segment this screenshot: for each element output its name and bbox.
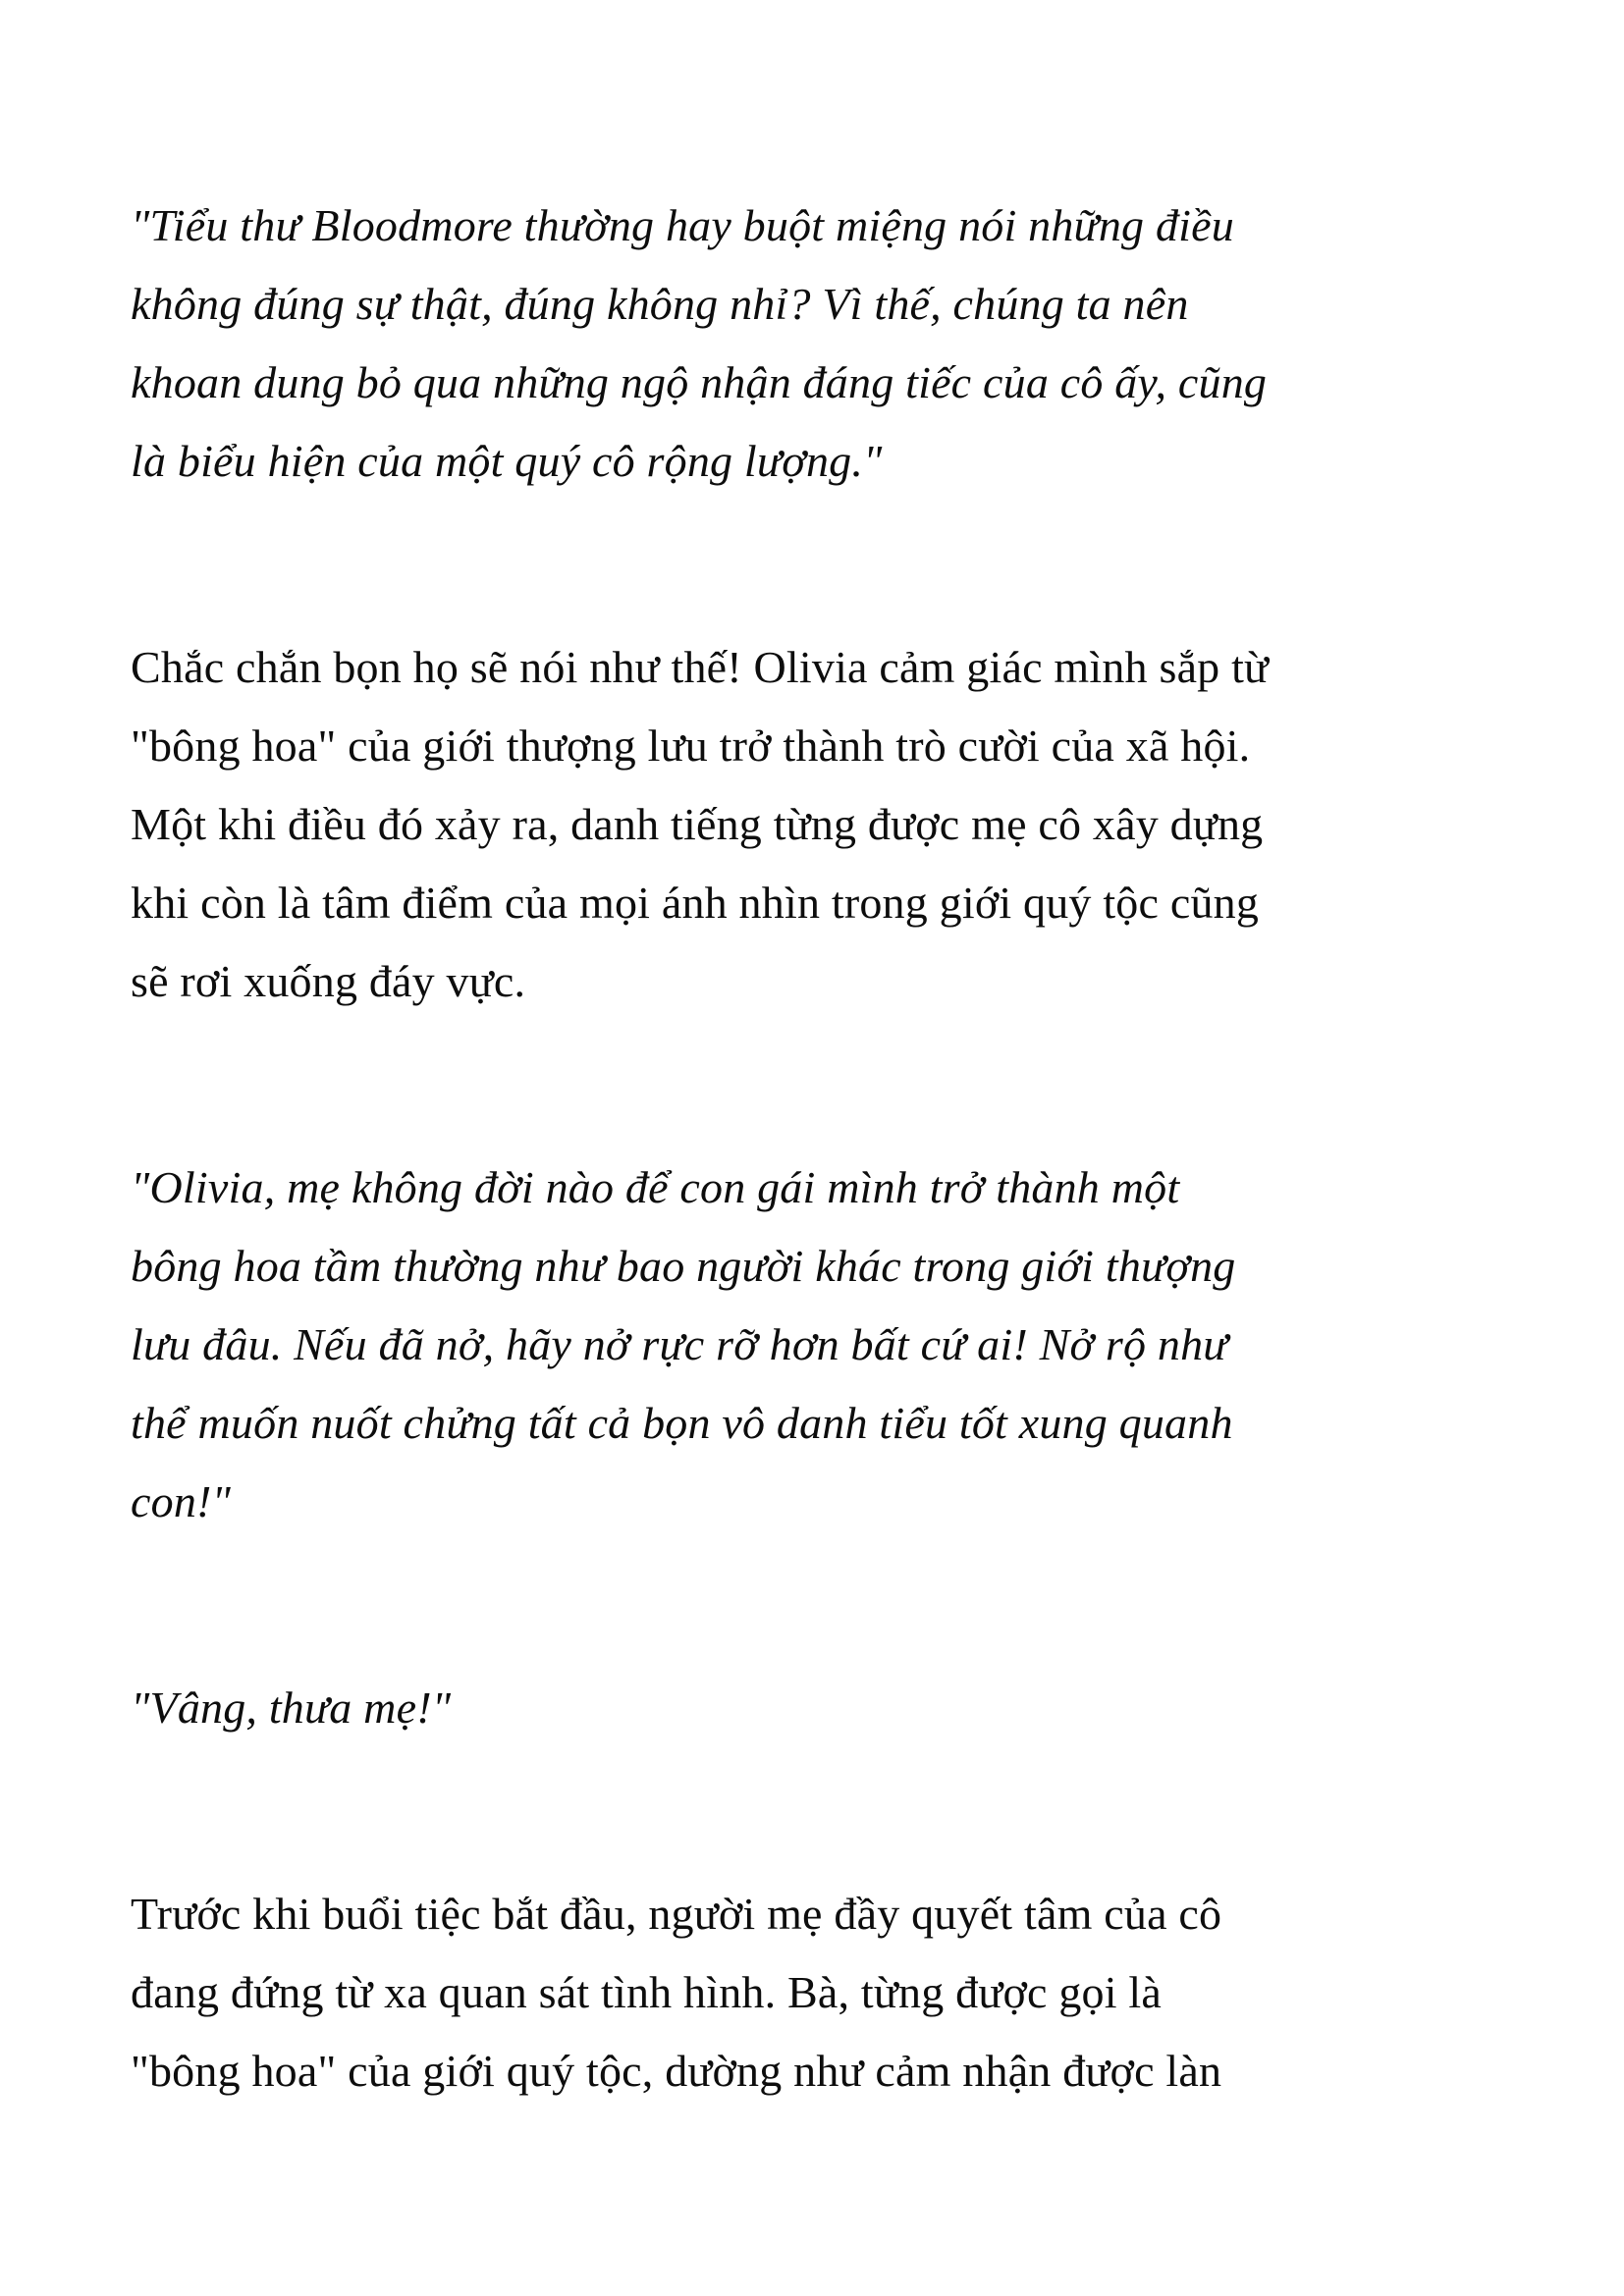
text-line: là biểu hiện của một quý cô rộng lượng." [131, 436, 883, 486]
text-line: lưu đâu. Nếu đã nở, hãy nở rực rỡ hơn bất cứ ai! Nở rộ như [131, 1319, 1228, 1369]
text-line: "Tiểu thư Bloodmore thường hay buột miệng nói những điều [131, 200, 1234, 250]
text-line: sẽ rơi xuống đáy vực. [131, 956, 526, 1006]
paragraph-quote-2 [131, 1148, 1506, 1541]
text-line: "bông hoa" của giới thượng lưu trở thành trò cười của xã hội. [131, 721, 1251, 771]
text-line: con!" [131, 1476, 232, 1526]
text-line: khi còn là tâm điểm của mọi ánh nhìn trong giới quý tộc cũng [131, 878, 1260, 928]
text-line: bông hoa tầm thường như bao người khác trong giới thượng [131, 1241, 1236, 1291]
paragraph-quote-3 [131, 1669, 1506, 1747]
text-line: không đúng sự thật, đúng không nhỉ? Vì thế, chúng ta nên [131, 279, 1189, 329]
paragraph-narration-2 [131, 1875, 1506, 2110]
text-line: đang đứng từ xa quan sát tình hình. Bà, từng được gọi là [131, 1967, 1162, 2017]
text-line: "bông hoa" của giới quý tộc, dường như cảm nhận được làn [131, 2046, 1222, 2096]
text-line: "Olivia, mẹ không đời nào để con gái mình trở thành một [131, 1162, 1180, 1212]
text-line: khoan dung bỏ qua những ngộ nhận đáng tiếc của cô ấy, cũng [131, 357, 1268, 407]
text-line: Một khi điều đó xảy ra, danh tiếng từng được mẹ cô xây dựng [131, 799, 1264, 849]
text-line: "Vâng, thưa mẹ!" [131, 1682, 452, 1733]
text-line: Chắc chắn bọn họ sẽ nói như thế! Olivia cảm giác mình sắp từ [131, 642, 1270, 692]
text-line: thể muốn nuốt chửng tất cả bọn vô danh tiểu tốt xung quanh [131, 1398, 1233, 1448]
paragraph-narration-1 [131, 628, 1506, 1021]
text-line: Trước khi buổi tiệc bắt đầu, người mẹ đầy quyết tâm của cô [131, 1889, 1222, 1939]
paragraph-quote-1 [131, 187, 1506, 501]
